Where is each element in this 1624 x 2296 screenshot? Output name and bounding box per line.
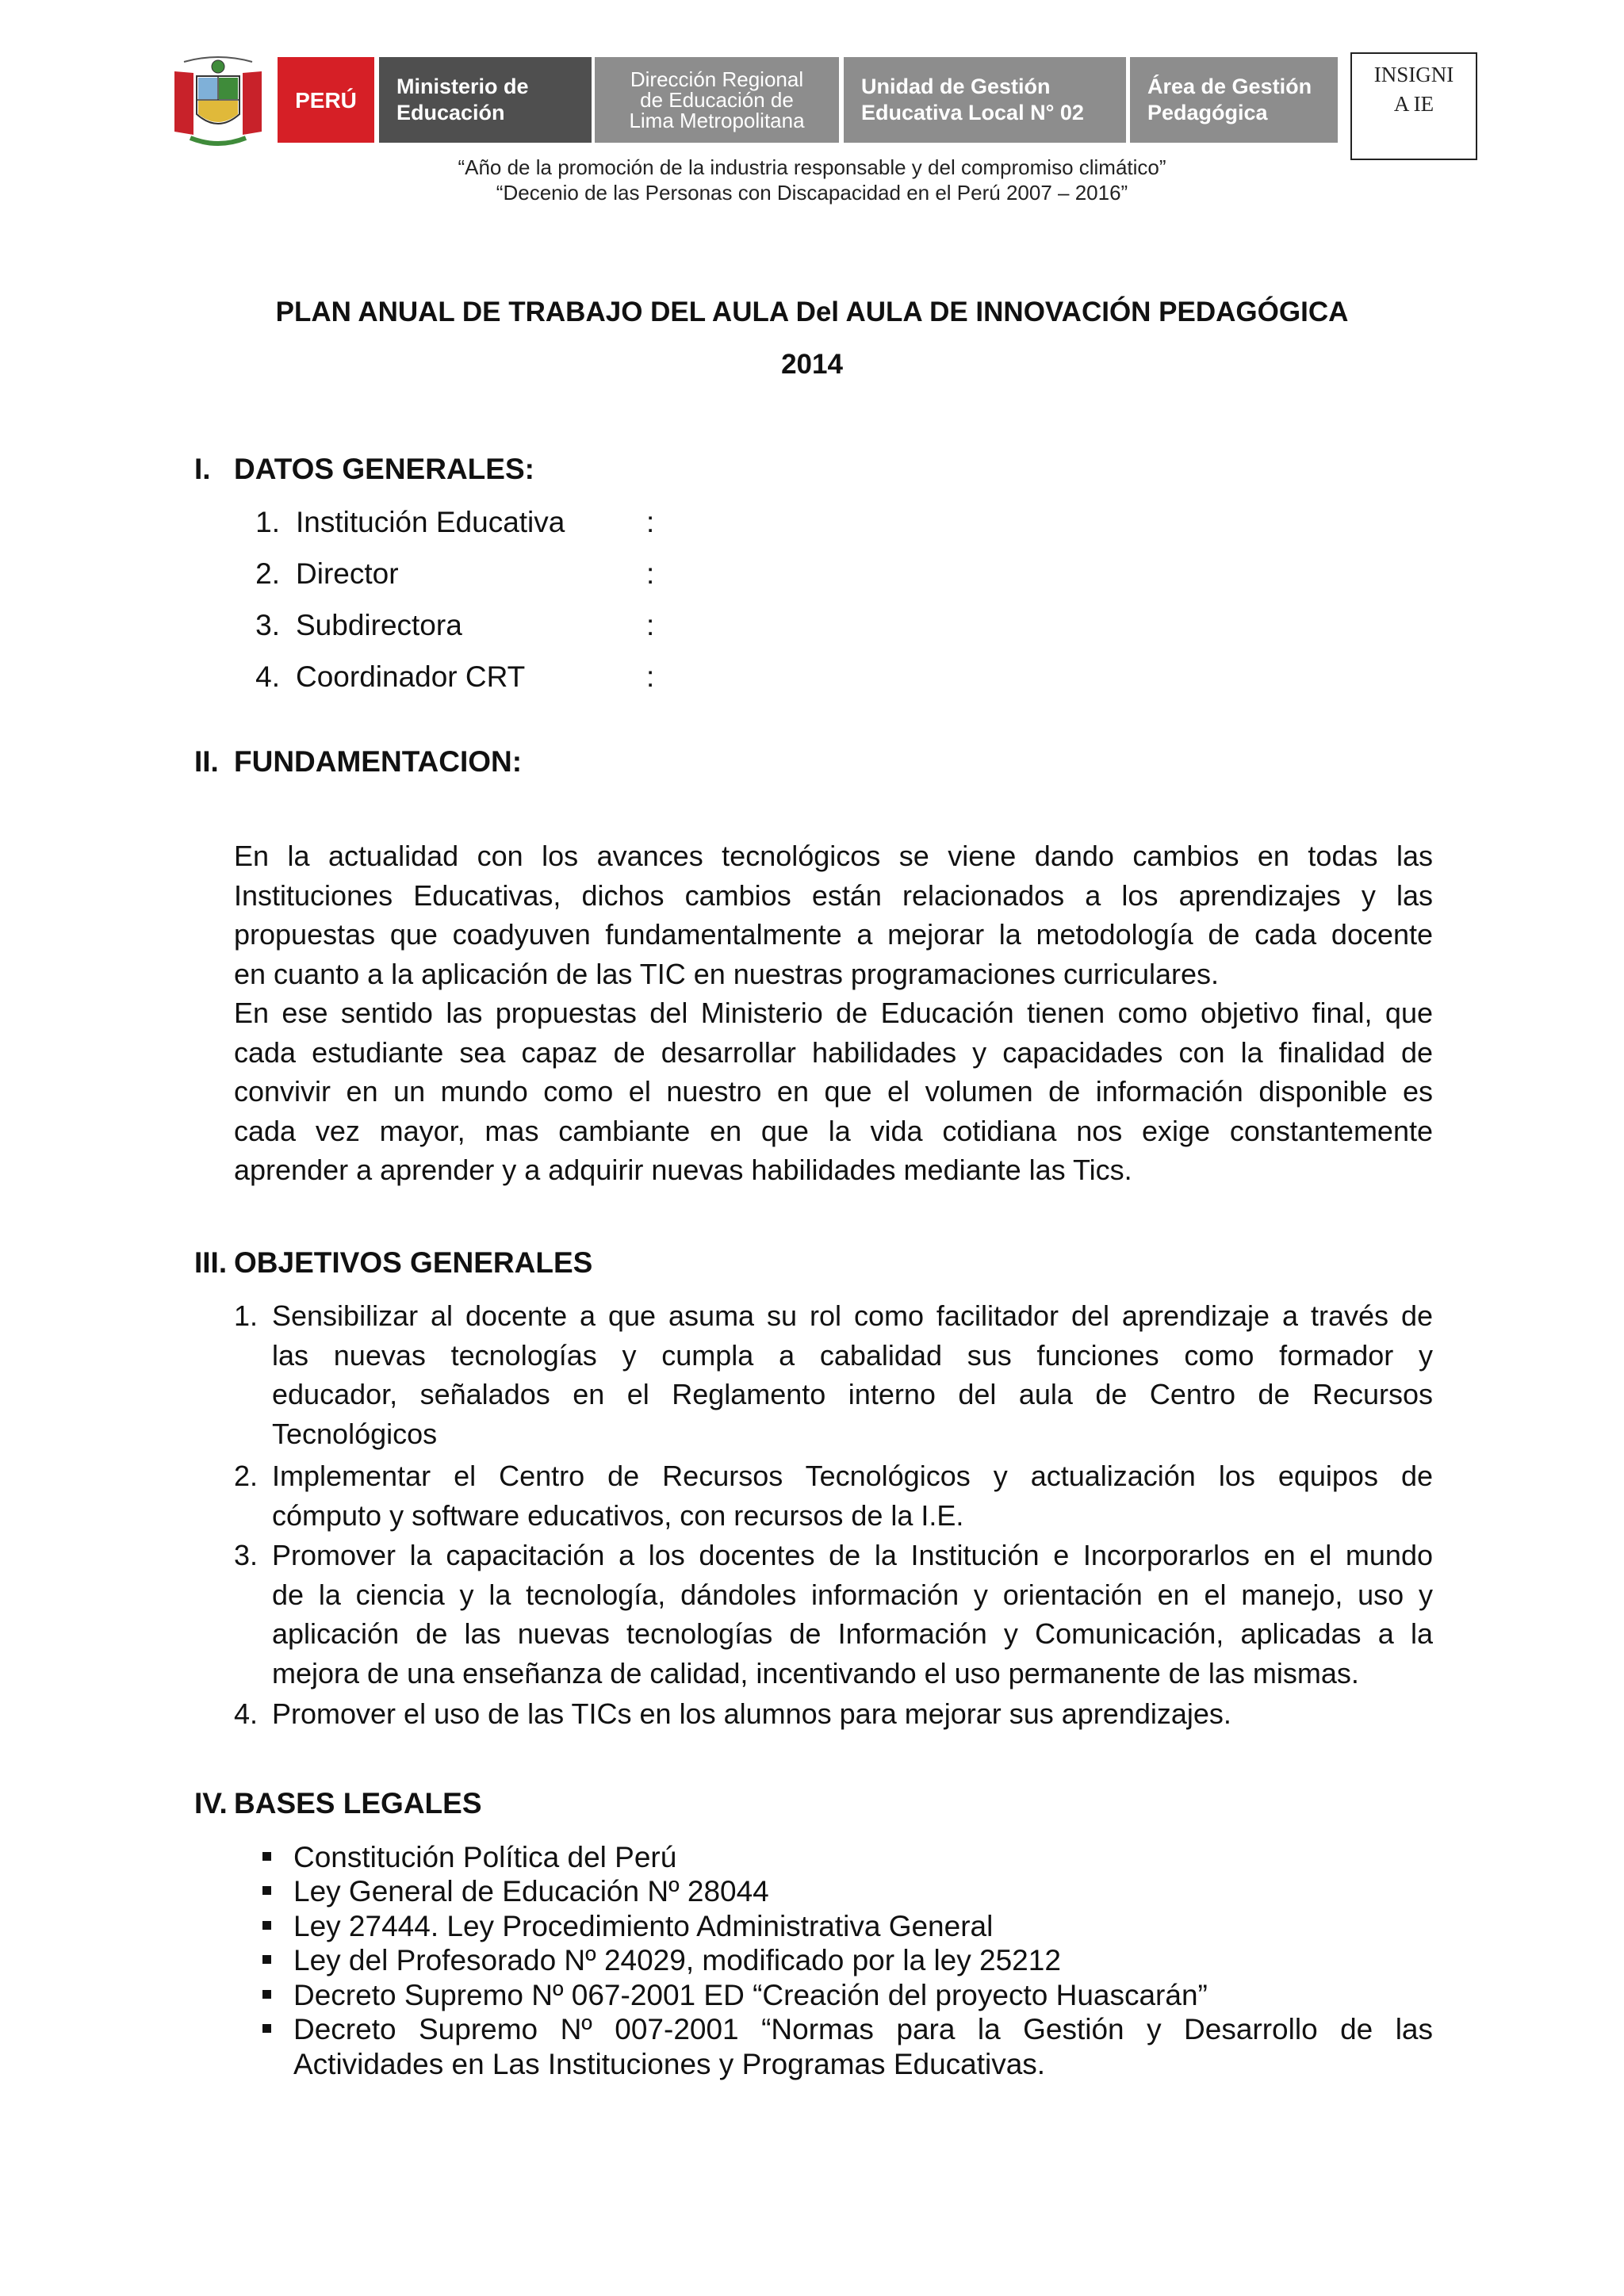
insignia-placeholder xyxy=(1350,52,1477,160)
ugel-box xyxy=(844,57,1126,143)
section-heading-fundamentacion xyxy=(194,745,522,779)
base-legal-item xyxy=(293,1943,1433,1978)
insignia-line-1: INSIGNI xyxy=(1373,63,1454,86)
ugel-line-1: Unidad de Gestión xyxy=(861,75,1051,98)
base-legal-item xyxy=(293,1874,1433,1909)
bullet-icon xyxy=(262,1852,271,1861)
item-colon: : xyxy=(646,660,655,693)
text-line: en cuanto a la aplicación de las TIC en nuestras programaciones curriculares. xyxy=(234,957,1219,990)
motto-line-1: “Año de la promoción de la industria responsable y del compromiso climático” xyxy=(458,155,1166,179)
peru-label: PERÚ xyxy=(295,87,357,113)
section-label: DATOS GENERALES: xyxy=(234,453,534,485)
base-legal-item xyxy=(293,1840,1433,1875)
base-legal-item xyxy=(293,2012,1433,2081)
area-line-2: Pedagógica xyxy=(1147,101,1268,124)
text-line: cómputo y software educativos, con recursos de la I.E. xyxy=(272,1498,964,1532)
section-heading-datos-generales xyxy=(194,453,534,486)
item-label: Subdirectora xyxy=(296,609,462,641)
objetivo-number: 4. xyxy=(234,1697,259,1730)
item-number: 4. xyxy=(255,660,280,693)
item-number: 3. xyxy=(255,609,280,641)
item-label: Coordinador CRT xyxy=(296,660,526,693)
text-line: las nuevas tecnologías y cumpla a cabalidad sus funciones como formador y xyxy=(272,1338,1433,1372)
base-legal-item xyxy=(293,1909,1433,1944)
section-label: FUNDAMENTACION: xyxy=(234,745,523,778)
section-heading-bases-legales xyxy=(194,1787,482,1820)
regional-line-2: de Educación de xyxy=(640,88,794,112)
bullet-icon xyxy=(262,1955,271,1964)
item-number: 2. xyxy=(255,557,280,590)
text-line: cada estudiante sea capaz de desarrollar habilidades y capacidades con la finalidad de xyxy=(234,1035,1433,1069)
motto-line-2: “Decenio de las Personas con Discapacidad en el Perú 2007 – 2016” xyxy=(496,181,1128,205)
text-line: Decreto Supremo Nº 007-2001 “Normas para la Gestión y Desarrollo de las xyxy=(293,2013,1433,2045)
item-number: 1. xyxy=(255,506,280,538)
text-line: En ese sentido las propuestas del Ministerio de Educación tienen como objetivo final, que xyxy=(234,997,1433,1029)
bullet-icon xyxy=(262,2024,271,2033)
bullet-icon xyxy=(262,1886,271,1895)
section-number: IV. xyxy=(194,1787,228,1820)
ministry-box xyxy=(379,57,592,143)
regional-line-1: Dirección Regional xyxy=(630,67,804,91)
base-legal-item xyxy=(293,1978,1433,2013)
area-box xyxy=(1130,57,1338,143)
objetivo-item xyxy=(234,1694,1433,1734)
section-label: BASES LEGALES xyxy=(234,1787,482,1820)
objetivo-number: 1. xyxy=(234,1299,259,1332)
text-line: Promover el uso de las TICs en los alumnos para mejorar sus aprendizajes. xyxy=(272,1697,1231,1730)
objetivo-item xyxy=(234,1456,1433,1536)
text-line: Decreto Supremo Nº 067-2001 ED “Creación del proyecto Huascarán” xyxy=(293,1979,1208,2011)
text-line: Ley General de Educación Nº 28044 xyxy=(293,1875,769,1908)
text-line: Tecnológicos xyxy=(272,1417,438,1450)
section-number: III. xyxy=(194,1246,228,1279)
text-line: Sensibilizar al docente a que asuma su rol como facilitador del aprendizaje a través de xyxy=(272,1299,1433,1332)
text-line: aprender a aprender y a adquirir nuevas habilidades mediante las Tics. xyxy=(234,1154,1132,1186)
ugel-line-2: Educativa Local N° 02 xyxy=(861,101,1084,124)
item-colon: : xyxy=(646,506,655,538)
text-line: Promover la capacitación a los docentes de la Institución e Incorporarlos en el mundo xyxy=(272,1539,1433,1571)
area-line-1: Área de Gestión xyxy=(1147,75,1312,98)
peru-coat-of-arms-icon xyxy=(167,55,270,149)
document-title: PLAN ANUAL DE TRABAJO DEL AULA Del AULA DE INNOVACIÓN PEDAGÓGICA xyxy=(275,297,1349,327)
datos-item xyxy=(248,506,724,541)
text-line: Actividades en Las Instituciones y Programas Educativas. xyxy=(293,2047,1046,2080)
text-line: Ley del Profesorado Nº 24029, modificado por la ley 25212 xyxy=(293,1944,1061,1976)
document-year: 2014 xyxy=(781,349,843,380)
section-heading-objetivos xyxy=(194,1246,592,1280)
text-line: cada vez mayor, mas cambiante en que la vida cotidiana nos exige constantemente xyxy=(234,1114,1433,1147)
insignia-line-2: A IE xyxy=(1393,92,1434,116)
text-line: Instituciones Educativas, dichos cambios están relacionados a los aprendizajes y las xyxy=(234,878,1433,912)
item-colon: : xyxy=(646,609,655,641)
bullet-icon xyxy=(262,1990,271,1999)
text-line: convivir en un mundo como el nuestro en que el volumen de información disponible es xyxy=(234,1075,1433,1108)
regional-line-3: Lima Metropolitana xyxy=(629,109,805,132)
regional-direction-box xyxy=(595,57,839,143)
text-line: En la actualidad con los avances tecnológicos se viene dando cambios en todas las xyxy=(234,840,1433,872)
fundamentacion-paragraph-1 xyxy=(234,836,1433,1190)
text-line: educador, señalados en el Reglamento interno del aula de Centro de Recursos xyxy=(272,1378,1433,1410)
peru-brand-box xyxy=(278,57,374,143)
item-colon: : xyxy=(646,557,655,590)
item-label: Institución Educativa xyxy=(296,506,565,538)
objetivo-number: 2. xyxy=(234,1460,259,1492)
section-label: OBJETIVOS GENERALES xyxy=(234,1246,593,1279)
text-line: mejora de una enseñanza de calidad, incentivando el uso permanente de las mismas. xyxy=(272,1656,1359,1689)
text-line: Ley 27444. Ley Procedimiento Administrativa General xyxy=(293,1910,994,1942)
text-line: Constitución Política del Perú xyxy=(293,1841,677,1873)
objetivo-item xyxy=(234,1536,1433,1694)
datos-item xyxy=(248,660,724,695)
text-line: de la ciencia y la tecnología, dándoles información y orientación en el manejo, uso y xyxy=(272,1578,1433,1611)
item-label: Director xyxy=(296,557,399,590)
datos-item xyxy=(248,609,724,644)
section-number: I. xyxy=(194,453,211,485)
ministry-line-2: Educación xyxy=(396,101,505,124)
text-line: Implementar el Centro de Recursos Tecnológicos y actualización los equipos de xyxy=(272,1460,1433,1492)
text-line: aplicación de las nuevas tecnologías de Información y Comunicación, aplicadas a la xyxy=(272,1617,1433,1650)
text-line: propuestas que coadyuven fundamentalmente a mejorar la metodología de cada docente xyxy=(234,918,1433,951)
section-number: II. xyxy=(194,745,219,778)
bullet-icon xyxy=(262,1921,271,1930)
objetivo-number: 3. xyxy=(234,1539,259,1571)
objetivo-item xyxy=(234,1296,1433,1455)
datos-item xyxy=(248,557,724,592)
ministry-line-1: Ministerio de xyxy=(396,75,529,98)
